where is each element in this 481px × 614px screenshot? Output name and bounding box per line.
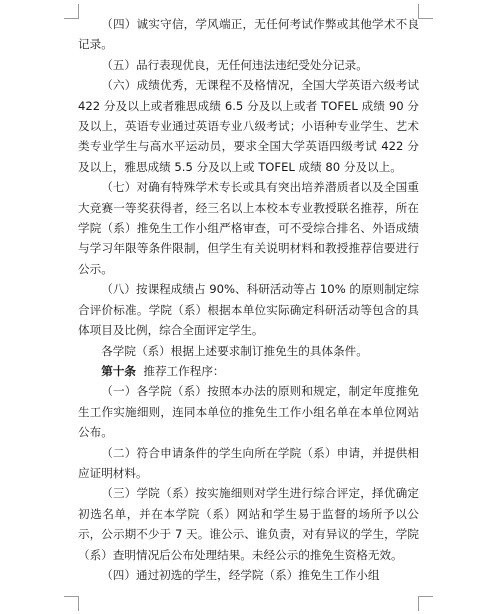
paragraph-item-7: （七）对确有特殊学术专长或具有突出培养潜质者以及全国重大竞赛一等奖获得者，经三名以上本校本专业教授联名推荐，所在学院（系）推免生工作小组严格审查，可不受综合排名、外语成绩与学习年限等条件限制，但学生有关说明材料和教授推荐信要进行公示。: [78, 180, 419, 276]
crop-mark-bottom-right: [418, 596, 433, 611]
article-10-heading: [78, 361, 419, 381]
article-number: 第十条: [101, 363, 136, 378]
crop-mark-top-left: [64, 4, 79, 19]
article-title: 推荐工作程序：: [143, 363, 225, 378]
paragraph-item-8: （八）按课程成绩占 90%、科研活动等占 10% 的原则制定综合评价标准。学院（系）根据本单位实际确定科研活动等包含的具体项目及比例，综合全面评定学生。: [78, 282, 419, 338]
paragraph-item-4: （四）诚实守信，学风端正，无任何考试作弊或其他学术不良记录。: [78, 17, 419, 52]
paragraph-item-6: （六）成绩优秀，无课程不及格情况，全国大学英语六级考试 422 分及以上或者雅思成绩 6.5 分及以上或者 TOFEL 成绩 90 分及以上，英语专业通过英语专业八级考试；小语种专业学生、艺术类专业学生与高水平运动员，要求全国大学英语四级考试 422 分及以上，雅思成绩 5.5 分及以上或 TOFEL 成绩 80 分及以上。: [78, 78, 419, 174]
crop-mark-top-right: [418, 4, 433, 19]
procedure-item-3: （三）学院（系）按实施细则对学生进行综合评定，择优确定初选名单，并在本学院（系）网站和学生易于监督的场所予以公示，公示期不少于 7 天。谁公示、谁负责，对有异议的学生，学院（系）查明情况后公布处理结果。未经公示的推免生资格无效。: [78, 486, 419, 562]
paragraph-item-5: （五）品行表现优良，无任何违法违纪受处分记录。: [101, 57, 368, 72]
crop-mark-bottom-left: [64, 596, 79, 611]
document-body: [78, 14, 419, 585]
procedure-item-4: （四）通过初选的学生，经学院（系）推免生工作小组: [101, 567, 380, 582]
procedure-item-2: （二）符合申请条件的学生向所在学院（系）申请，并提供相应证明材料。: [78, 445, 419, 480]
procedure-item-1: （一）各学院（系）按照本办法的原则和规定，制定年度推免生工作实施细则，连同本单位的推免生工作小组名单在本单位网站公布。: [78, 384, 419, 440]
paragraph-summary: 各学院（系）根据上述要求制订推免生的具体条件。: [101, 343, 368, 358]
